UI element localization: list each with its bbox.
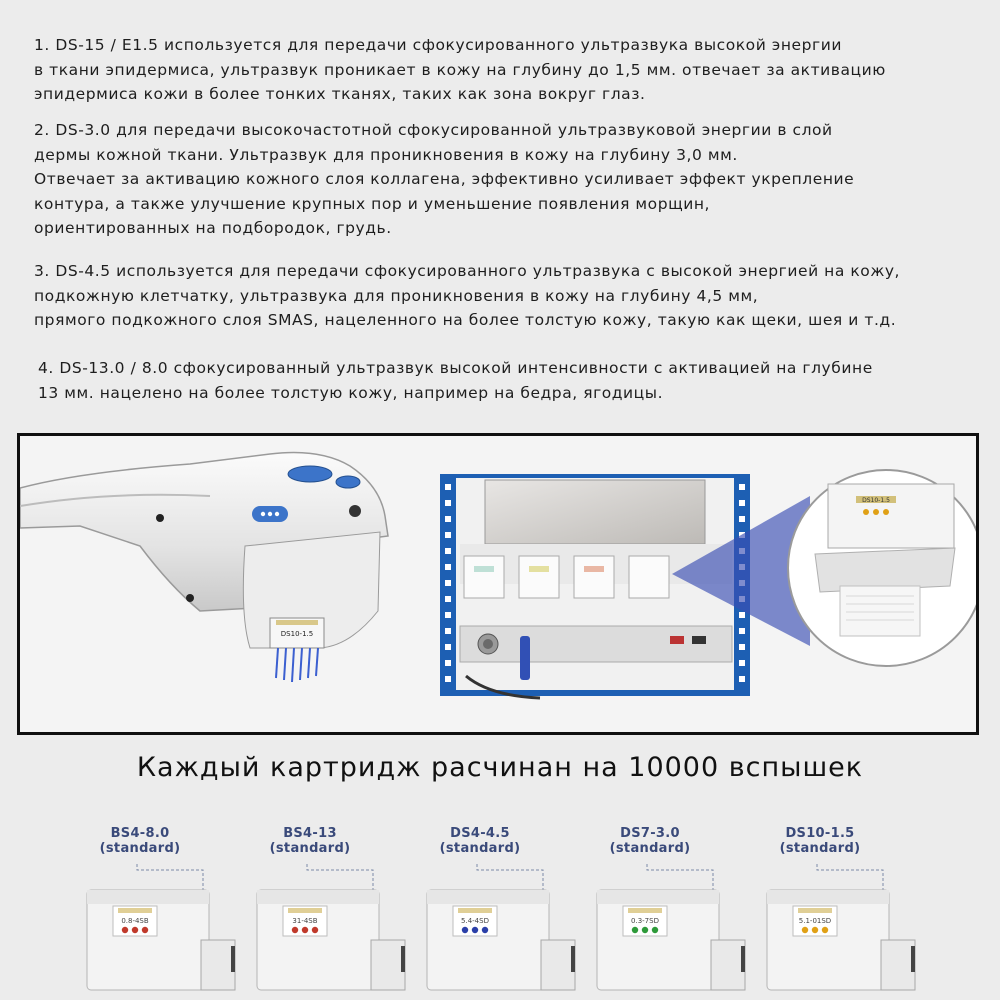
- description-line: 3. DS-4.5 используется для передачи сфокусированного ультразвука с высокой энергией на кожу,: [34, 262, 901, 280]
- cartridge-indicator-dot: [122, 927, 128, 933]
- cartridge-name: DS4-4.5: [450, 826, 510, 841]
- cartridge-bs4-8: [75, 822, 245, 1000]
- cartridge-mirrored-label: 0.3-7SD: [631, 917, 659, 925]
- cartridge-connector: [711, 940, 745, 990]
- description-line: 13 мм. нацелено на более толстую кожу, например на бедра, ягодицы.: [38, 383, 664, 402]
- leader-line: [307, 864, 373, 890]
- hifu-handpiece: [20, 453, 388, 683]
- cartridge-body: [427, 890, 549, 990]
- cartridge-body: [257, 890, 379, 990]
- cartridge-type: (standard): [779, 841, 861, 856]
- cartridge-indicator-dot: [132, 927, 138, 933]
- description-line: ориентированных на подбородок, грудь.: [34, 219, 392, 237]
- cartridge-label: [75, 826, 205, 856]
- cartridge-body: [767, 890, 889, 990]
- cartridge-ds4-4-5: [415, 822, 585, 1000]
- cartridge-indicator-dot: [302, 927, 308, 933]
- description-line: дермы кожной ткани. Ультразвук для проникновения в кожу на глубину 3,0 мм.: [34, 145, 738, 164]
- cartridge-type: (standard): [439, 841, 521, 856]
- description-ds15: [34, 33, 886, 107]
- cartridge-type: (standard): [609, 841, 691, 856]
- cartridge-body: [87, 890, 209, 990]
- product-photo-panel: [17, 433, 979, 735]
- cartridge-ds7-3: [585, 822, 755, 1000]
- description-line: 2. DS-3.0 для передачи высокочастотной сфокусированной ультразвуковой энергии в слой: [34, 121, 833, 139]
- cartridge-indicator-dot: [802, 927, 808, 933]
- cartridge-lifetime-heading: Каждый картридж расчинан на 10000 вспышек: [136, 752, 864, 783]
- cartridge-indicator-dot: [142, 927, 148, 933]
- cartridge-mirrored-label: 5.4-4SD: [461, 917, 489, 925]
- cartridge-indicator-dot: [462, 927, 468, 933]
- cartridge-type: (standard): [269, 841, 351, 856]
- description-ds30: [34, 118, 854, 241]
- cartridge-indicator-dot: [632, 927, 638, 933]
- cartridge-indicator-dot: [482, 927, 488, 933]
- cartridge-name: BS4-13: [283, 826, 337, 841]
- leader-line: [647, 864, 713, 890]
- cartridge-connector: [541, 940, 575, 990]
- cartridge-indicator-dot: [822, 927, 828, 933]
- cartridge-name: DS10-1.5: [785, 826, 855, 841]
- cartridge-label: [415, 826, 545, 856]
- cartridge-indicator-dot: [472, 927, 478, 933]
- leader-line: [137, 864, 203, 890]
- cartridge-mirrored-label: 31-4SB: [292, 917, 318, 925]
- handpiece-tip-label: DS10-1.5: [280, 630, 314, 638]
- description-line: 4. DS-13.0 / 8.0 сфокусированный ультразвук высокой интенсивности с активацией на глубине: [38, 359, 873, 377]
- cartridge-mirrored-label: 5.1-01SD: [798, 917, 832, 925]
- cartridge-label: [585, 826, 715, 856]
- cartridge-type: (standard): [99, 841, 181, 856]
- cartridge-label: [245, 826, 375, 856]
- cartridge-body: [597, 890, 719, 990]
- cartridge-indicator-dot: [312, 927, 318, 933]
- cartridge-connector: [201, 940, 235, 990]
- description-ds45: [34, 259, 900, 333]
- cartridge-indicator-dot: [812, 927, 818, 933]
- cartridge-indicator-dot: [642, 927, 648, 933]
- cartridge-indicator-dot: [292, 927, 298, 933]
- description-line: подкожную клетчатку, ультразвука для проникновения в кожу на глубину 4,5 мм,: [34, 286, 759, 305]
- cartridge-connector: [881, 940, 915, 990]
- leader-line: [817, 864, 883, 890]
- zoom-cartridge-label: DS10-1.5: [862, 497, 890, 504]
- leader-line: [477, 864, 543, 890]
- cartridge-name: BS4-8.0: [110, 826, 170, 841]
- cartridge-indicator-dot: [652, 927, 658, 933]
- description-line: контура, а также улучшение крупных пор и уменьшение появления морщин,: [34, 194, 711, 213]
- description-line: прямого подкожного слоя SMAS, нацеленного на более толстую кожу, такую как щеки, шея и т.д.: [34, 311, 897, 329]
- cartridge-ds10-1-5: [755, 822, 925, 1000]
- description-line: Отвечает за активацию кожного слоя коллагена, эффективно усиливает эффект укрепление: [34, 170, 855, 188]
- cartridge-connector: [371, 940, 405, 990]
- cartridge-mirrored-label: 0.8-4SB: [121, 917, 149, 925]
- description-line: эпидермиса кожи в более тонких тканях, таких как зона вокруг глаз.: [34, 85, 646, 103]
- cartridge-bs4-13: [245, 822, 415, 1000]
- cartridge-name: DS7-3.0: [620, 826, 680, 841]
- description-line: в ткани эпидермиса, ультразвук проникает в кожу на глубину до 1,5 мм. отвечает за активацию: [34, 60, 886, 79]
- description-ds130: [38, 356, 873, 405]
- zoom-detail: [788, 470, 976, 666]
- description-line: 1. DS-15 / E1.5 используется для передачи сфокусированного ультразвука высокой энергии: [34, 36, 842, 54]
- cartridge-label: [755, 826, 885, 856]
